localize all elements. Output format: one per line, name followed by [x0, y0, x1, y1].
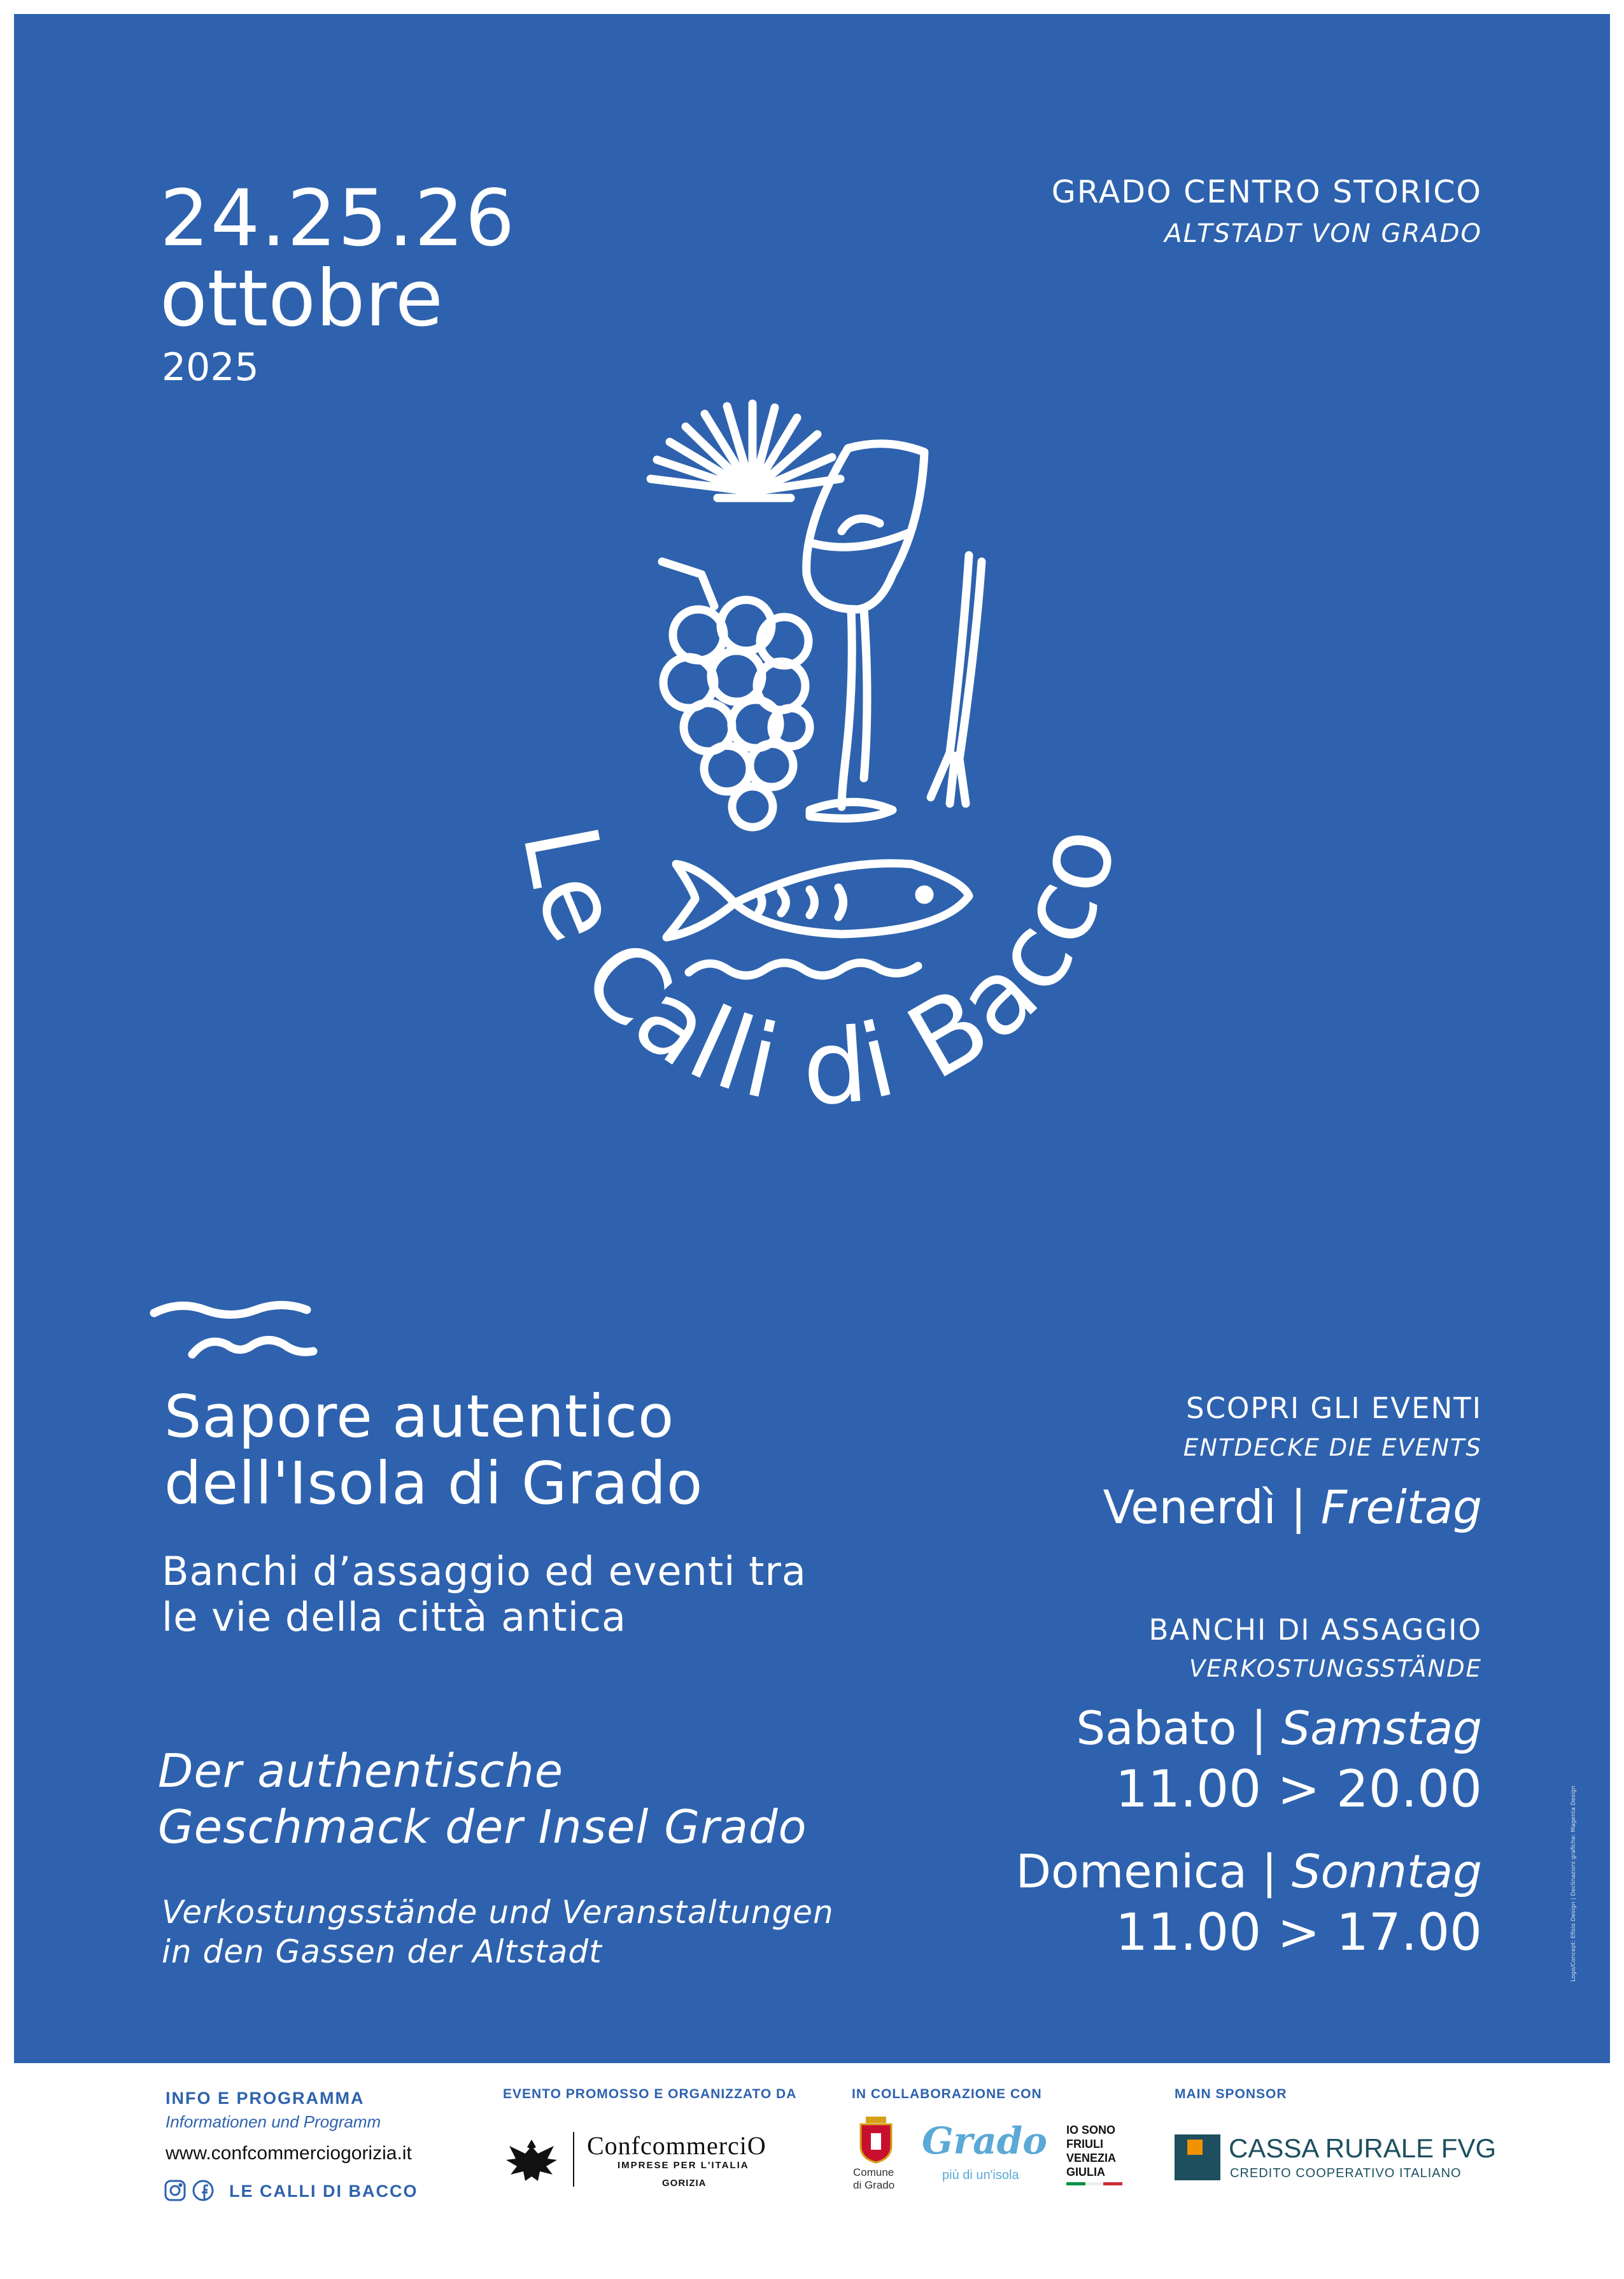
info-title: INFO E PROGRAMMA [166, 2089, 365, 2108]
event-dates: 24.25.26 [160, 173, 516, 264]
design-credits: Logo/Concept: Efisio Design | Declinazioni grafiche: Magenta Design [1571, 1786, 1577, 1982]
headline-it-line-1: Sapore autentico [164, 1382, 675, 1451]
saturday-hours: 11.00 > 20.00 [1115, 1759, 1482, 1819]
sponsor-title: MAIN SPONSOR [1175, 2087, 1287, 2101]
confcommercio-name: ConfcommerciO [587, 2131, 766, 2160]
grado-tagline: più di un'isola [942, 2168, 1019, 2182]
events-label: SCOPRI GLI EVENTI [1186, 1391, 1482, 1425]
location-title: GRADO CENTRO STORICO [1051, 174, 1482, 210]
separator: | [1290, 1480, 1306, 1534]
confcommercio-subtitle: IMPRESE PER L'ITALIA [618, 2160, 749, 2171]
eagle-icon [503, 2133, 560, 2190]
headline-de-line-2: Geschmack der Insel Grado [158, 1800, 807, 1854]
social-label[interactable]: LE CALLI DI BACCO [229, 2182, 418, 2201]
friday-de: Freitag [1320, 1480, 1482, 1534]
fvg-line-4: GIULIA [1066, 2166, 1105, 2178]
fvg-line-3: VENEZIA [1066, 2152, 1117, 2164]
headline-de-line-1: Der authentische [158, 1744, 564, 1798]
fvg-line-1: IO SONO [1066, 2124, 1116, 2136]
friday-row [1103, 1479, 1482, 1536]
instagram-icon[interactable] [164, 2180, 186, 2201]
headline-it-line-2: dell'Isola di Grado [164, 1449, 703, 1517]
sponsor-name: CASSA RURALE FVG [1229, 2133, 1497, 2163]
comune-label-1: Comune [853, 2166, 894, 2178]
sponsor-subtitle: CREDITO COOPERATIVO ITALIANO [1230, 2166, 1462, 2180]
sunday-hours: 11.00 > 17.00 [1115, 1903, 1482, 1962]
subheadline-de-line-1: Verkostungsstände und Veranstaltungen [162, 1894, 834, 1931]
stands-label-de: VERKOSTUNGSSTÄNDE [1189, 1655, 1482, 1682]
saturday-row [1076, 1698, 1482, 1759]
poster-background [14, 14, 1610, 2063]
footer [0, 2063, 1624, 2279]
website-link[interactable]: www.confcommerciogorizia.it [166, 2143, 412, 2164]
subheadline-it-line-1: Banchi d’assaggio ed eventi tra [162, 1548, 807, 1594]
saturday-it: Sabato [1076, 1701, 1237, 1755]
event-year: 2025 [162, 345, 259, 390]
fvg-flag-stripe [1066, 2182, 1122, 2185]
saturday-de: Samstag [1281, 1701, 1482, 1755]
fvg-line-2: FRIULI [1066, 2138, 1103, 2150]
collab-title: IN COLLABORAZIONE CON [852, 2087, 1042, 2101]
event-month: ottobre [160, 253, 443, 344]
subheadline-de-line-2: in den Gassen der Altstadt [162, 1933, 602, 1970]
comune-crest-icon [857, 2115, 895, 2164]
grado-logo: Grado [922, 2119, 1047, 2162]
events-label-de: ENTDECKE DIE EVENTS [1183, 1434, 1482, 1461]
confcommercio-city: GORIZIA [662, 2178, 707, 2189]
separator: | [1261, 1845, 1278, 1898]
promoted-title: EVENTO PROMOSSO E ORGANIZZATO DA [503, 2087, 797, 2101]
separator: | [1251, 1701, 1267, 1755]
sunday-row [1016, 1842, 1482, 1902]
sponsor-logo-mark [1175, 2134, 1220, 2180]
facebook-icon[interactable] [192, 2180, 214, 2201]
comune-label-2: di Grado [853, 2179, 895, 2191]
sunday-it: Domenica [1015, 1845, 1247, 1898]
sunday-de: Sonntag [1291, 1845, 1482, 1898]
stands-label: BANCHI DI ASSAGGIO [1148, 1613, 1482, 1647]
svg-text:Le Calli di Bacco: Le Calli di Bacco [499, 814, 1140, 1129]
location-subtitle: ALTSTADT VON GRADO [1164, 219, 1482, 248]
friday-it: Venerdì [1103, 1480, 1276, 1534]
confcommercio-divider [573, 2132, 574, 2187]
subheadline-it-line-2: le vie della città antica [162, 1594, 627, 1640]
info-subtitle: Informationen und Programm [166, 2112, 381, 2131]
